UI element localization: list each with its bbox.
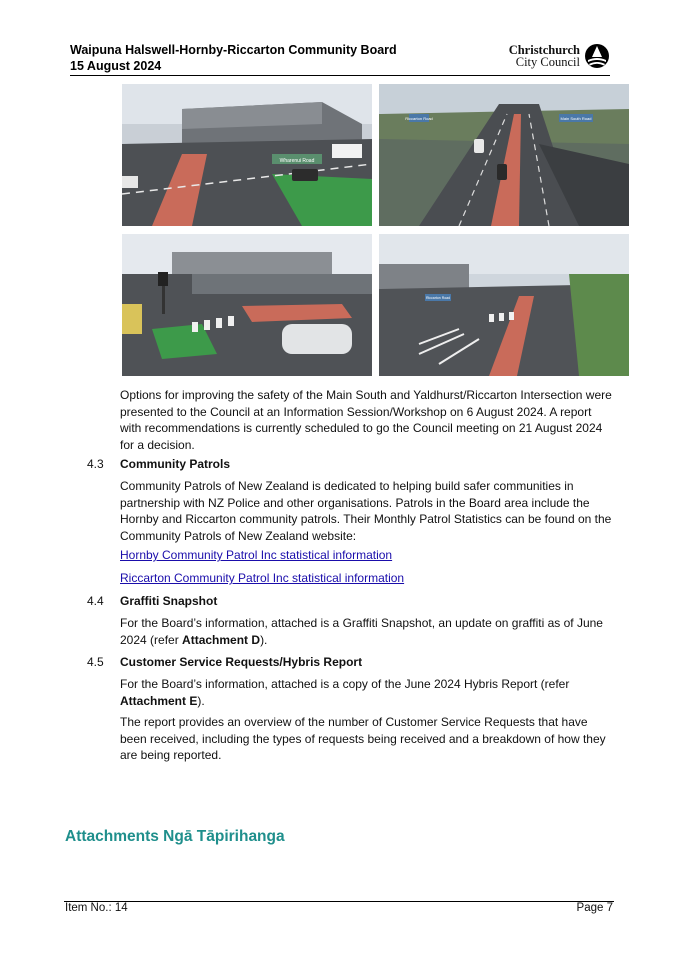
council-logo [509,42,610,70]
attachments-heading: Attachments Ngā Tāpirihanga [65,828,285,845]
sign-riccarton-road: Riccarton Road [405,116,433,121]
render-top-left [122,84,372,226]
hybris-text: For the Board’s information, attached is a copy of the June 2024 Hybris Report (refer [120,677,570,691]
meeting-date: 15 August 2024 [70,59,162,73]
sign-wharenui-road: Wharenui Road [279,158,315,164]
footer-rule [64,901,614,902]
section-number-4-5: 4.5 [87,655,104,669]
item-number: Item No.: 14 [65,902,128,914]
graffiti-paragraph [120,615,614,648]
christchurch-city-council-logo-icon [584,43,610,69]
attachment-d-ref: Attachment D [182,632,261,647]
section-heading-customer-service: Customer Service Requests/Hybris Report [120,655,363,669]
header-rule [70,75,610,76]
hornby-patrol-link[interactable]: Hornby Community Patrol Inc statistical information [120,548,393,562]
board-title: Waipuna Halswell-Hornby-Riccarton Community Board [70,43,397,57]
report-overview-paragraph: The report provides an overview of the number of Customer Service Requests that have been received, including the types of requests being received and a breakdown of how they are being reported. [120,715,606,762]
riccarton-patrol-link[interactable]: Riccarton Community Patrol Inc statistical information [120,571,405,585]
page-number: Page 7 [576,902,613,914]
hybris-text-end: ). [197,693,205,708]
hybris-paragraph [120,676,614,709]
page-header [70,42,610,76]
graffiti-text: For the Board’s information, attached is a Graffiti Snapshot, an update on graffiti as of June 2024 (refer [120,616,603,647]
render-top-right [379,84,629,226]
sign-riccarton-road-2: Riccarton Road [425,296,451,300]
intro-paragraph: Options for improving the safety of the Main South and Yaldhurst/Riccarton Intersection were presented to the Council at an Information Session/Workshop on 6 August 2024. A report with recommendations is currently scheduled to go the Council meeting on 21 August 2024 for a decision. [120,388,612,452]
intersection-renderings [122,84,630,376]
render-bottom-right [379,234,629,376]
section-heading-community-patrols: Community Patrols [120,457,231,471]
sign-main-south-road: Main South Road [560,116,592,121]
community-patrols-paragraph: Community Patrols of New Zealand is dedicated to helping build safer communities in partnership with NZ Police and other organisations. Patrols in the Board area include the Hornby and Riccarton community patrols. Their Monthly Patrol Statistics can be found on the Community Patrols of New Zealand website: [120,479,612,543]
render-bottom-left [122,234,372,376]
logo-line-2: City Council [515,55,580,69]
attachment-e-ref: Attachment E [120,693,198,708]
section-number-4-3: 4.3 [87,457,104,471]
logo-line-1: Christchurch [508,43,580,57]
graffiti-text-end: ). [260,632,268,647]
section-number-4-4: 4.4 [87,594,104,608]
section-heading-graffiti-snapshot: Graffiti Snapshot [120,594,218,608]
